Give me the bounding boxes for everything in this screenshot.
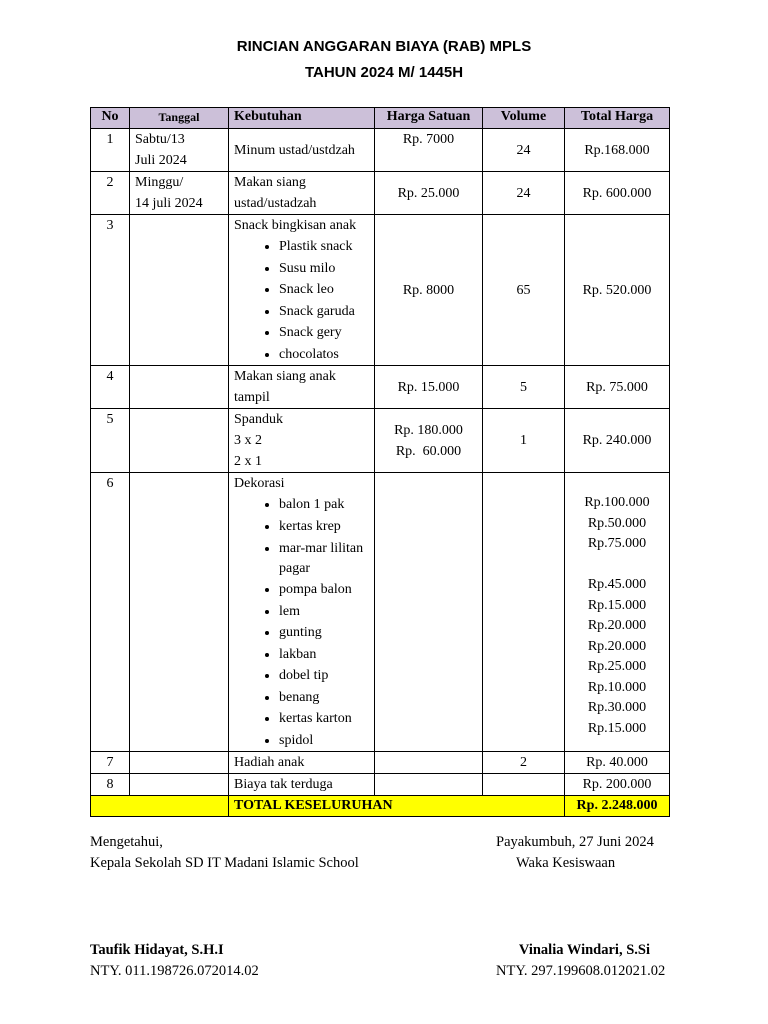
- total-row: [91, 796, 670, 817]
- list-item: • Susu milo: [279, 258, 369, 280]
- amount-line: Rp.30.000: [587, 700, 647, 715]
- amount-line: Rp.25.000: [587, 659, 647, 674]
- list-item: • spidol: [279, 730, 369, 752]
- amount-gap: [570, 555, 664, 576]
- total-value: Rp. 2.248.000: [565, 796, 670, 817]
- table-row: [91, 752, 670, 774]
- cell-tanggal: [130, 215, 229, 366]
- cell-kebutuhan: Hadiah anak: [229, 752, 375, 774]
- list-item: • pompa balon: [279, 579, 369, 601]
- list-item: • kertas karton: [279, 708, 369, 730]
- amount-line: Rp.20.000: [587, 638, 647, 654]
- amount-line: Rp.10.000: [587, 679, 647, 695]
- cell-tanggal: [130, 172, 229, 215]
- cell-volume: 24: [483, 129, 565, 172]
- amount-line: Rp.75.000: [587, 536, 647, 551]
- list-item: • Snack gery: [279, 322, 369, 344]
- snack-list: [234, 236, 369, 365]
- cell-volume: [483, 473, 565, 752]
- cell-harga: Rp. 8000: [375, 215, 483, 366]
- list-item: • balon 1 pak: [279, 494, 369, 516]
- cell-no: 7: [91, 752, 130, 774]
- table-row: [91, 774, 670, 796]
- cell-total: Rp. 40.000: [565, 752, 670, 774]
- amount-line: Rp.15.000: [587, 720, 647, 736]
- cell-harga: Rp. 25.000: [375, 172, 483, 215]
- table-row: [91, 172, 670, 215]
- cell-volume: 24: [483, 172, 565, 215]
- total-label: TOTAL KESELURUHAN: [229, 796, 565, 817]
- cell-kebutuhan: [229, 473, 375, 752]
- left-signatory-nty: NTY. 011.198726.072014.02: [90, 963, 259, 979]
- kebutuhan-line: Snack bingkisan anak: [234, 218, 357, 233]
- cell-tanggal: [130, 129, 229, 172]
- kebutuhan-line: tampil: [234, 390, 270, 405]
- list-item: • chocolatos: [279, 344, 369, 366]
- cell-harga: Rp. 15.000: [375, 366, 483, 409]
- cell-tanggal: [130, 409, 229, 473]
- cell-harga: [375, 409, 483, 473]
- left-signatory-name: Taufik Hidayat, S.H.I: [90, 942, 224, 958]
- col-header-volume: Volume: [483, 108, 565, 129]
- place-date: Payakumbuh, 27 Juni 2024: [496, 834, 654, 850]
- list-item: • dobel tip: [279, 665, 369, 687]
- cell-volume: 1: [483, 409, 565, 473]
- cell-total: Rp.168.000: [565, 129, 670, 172]
- total-spacer: [91, 796, 229, 817]
- cell-harga: [375, 752, 483, 774]
- cell-harga: [375, 473, 483, 752]
- tanggal-line: Minggu/: [135, 175, 184, 190]
- list-item: • kertas krep: [279, 516, 369, 538]
- cell-kebutuhan: [229, 172, 375, 215]
- list-item: • Snack leo: [279, 279, 369, 301]
- cell-total: Rp. 240.000: [565, 409, 670, 473]
- kebutuhan-line: Makan siang anak: [234, 369, 336, 384]
- tanggal-line: 14 juli 2024: [135, 196, 203, 211]
- cell-volume: [483, 774, 565, 796]
- cell-volume: 65: [483, 215, 565, 366]
- cell-tanggal: [130, 752, 229, 774]
- right-signatory-nty: NTY. 297.199608.012021.02: [496, 963, 666, 979]
- kebutuhan-line: 3 x 2: [234, 433, 262, 448]
- harga-line: Rp. 60.000: [395, 443, 462, 459]
- table-header-row: [91, 108, 670, 129]
- list-item: • gunting: [279, 622, 369, 644]
- col-header-kebutuhan: Kebutuhan: [229, 108, 375, 129]
- cell-volume: 5: [483, 366, 565, 409]
- list-item: • Snack garuda: [279, 301, 369, 323]
- cell-kebutuhan: [229, 366, 375, 409]
- table-row: [91, 366, 670, 409]
- tanggal-line: Sabtu/13: [135, 132, 185, 147]
- tanggal-line: Juli 2024: [135, 153, 187, 168]
- dekorasi-list: [234, 494, 369, 751]
- cell-no: 6: [91, 473, 130, 752]
- right-signatory-name: Vinalia Windari, S.Si: [518, 942, 650, 958]
- cell-kebutuhan: [229, 409, 375, 473]
- cell-total: Rp. 520.000: [565, 215, 670, 366]
- cell-no: 3: [91, 215, 130, 366]
- table-row: [91, 473, 670, 752]
- vice-principal-title: Waka Kesiswaan: [516, 855, 616, 871]
- cell-no: 1: [91, 129, 130, 172]
- cell-kebutuhan: Minum ustad/ustdzah: [229, 129, 375, 172]
- document-subtitle: TAHUN 2024 M/ 1445H: [304, 64, 464, 81]
- document-title: RINCIAN ANGGARAN BIAYA (RAB) MPLS: [236, 38, 532, 55]
- cell-kebutuhan: [229, 215, 375, 366]
- cell-total: Rp. 600.000: [565, 172, 670, 215]
- cell-tanggal: [130, 473, 229, 752]
- table-row: [91, 129, 670, 172]
- cell-harga: Rp. 7000: [375, 129, 483, 172]
- cell-no: 4: [91, 366, 130, 409]
- cell-no: 5: [91, 409, 130, 473]
- col-header-tanggal: Tanggal: [130, 108, 229, 129]
- principal-title: Kepala Sekolah SD IT Madani Islamic School: [90, 855, 359, 871]
- list-item: • lakban: [279, 644, 369, 666]
- table-row: [91, 409, 670, 473]
- table-row: [91, 215, 670, 366]
- amount-line: Rp.50.000: [587, 515, 647, 531]
- col-header-total-harga: Total Harga: [565, 108, 670, 129]
- list-item: • mar-mar lilitan pagar: [279, 537, 369, 579]
- col-header-harga-satuan: Harga Satuan: [375, 108, 483, 129]
- cell-no: 2: [91, 172, 130, 215]
- kebutuhan-line: Dekorasi: [234, 476, 285, 491]
- kebutuhan-line: 2 x 1: [234, 454, 262, 469]
- amount-line: Rp.15.000: [587, 597, 647, 613]
- kebutuhan-line: ustad/ustadzah: [234, 196, 317, 211]
- harga-line: Rp. 180.000: [394, 422, 463, 438]
- amount-line: Rp.20.000: [587, 618, 647, 633]
- cell-tanggal: [130, 774, 229, 796]
- kebutuhan-line: Spanduk: [234, 412, 283, 427]
- cell-no: 8: [91, 774, 130, 796]
- list-item: • benang: [279, 687, 369, 709]
- cell-tanggal: [130, 366, 229, 409]
- list-item: • Plastik snack: [279, 236, 369, 258]
- kebutuhan-line: Makan siang: [234, 175, 306, 190]
- cell-volume: 2: [483, 752, 565, 774]
- budget-table: [90, 107, 670, 817]
- col-header-no: No: [91, 108, 130, 129]
- list-item: • lem: [279, 601, 369, 623]
- cell-total: Rp. 75.000: [565, 366, 670, 409]
- cell-harga: [375, 774, 483, 796]
- cell-total: Rp. 200.000: [565, 774, 670, 796]
- amount-line: Rp.100.000: [584, 495, 650, 510]
- cell-kebutuhan: Biaya tak terduga: [229, 774, 375, 796]
- amount-line: Rp.45.000: [587, 577, 647, 592]
- cell-total: [565, 473, 670, 752]
- acknowledged-label: Mengetahui,: [90, 834, 163, 850]
